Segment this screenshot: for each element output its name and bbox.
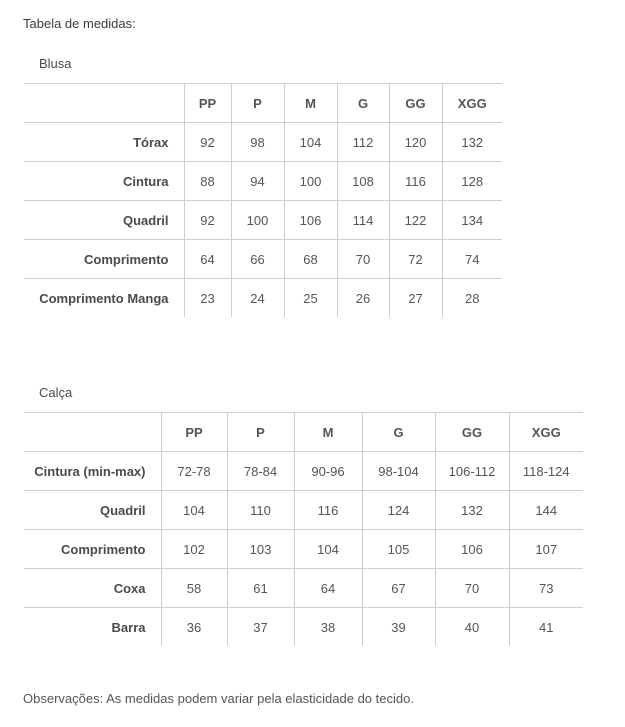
table-cell: 106-112 — [435, 452, 509, 491]
table-cell: 24 — [231, 279, 284, 318]
calca-size-table — [24, 412, 583, 646]
table-cell: 128 — [442, 162, 502, 201]
blusa-size-header: PP — [184, 84, 231, 123]
table-cell: 74 — [442, 240, 502, 279]
table-cell: 41 — [509, 608, 583, 647]
page-title: Tabela de medidas: — [23, 16, 136, 31]
table-cell: 120 — [389, 123, 442, 162]
table-cell: 68 — [284, 240, 337, 279]
table-cell: 100 — [231, 201, 284, 240]
table-cell: 103 — [227, 530, 294, 569]
table-cell: 124 — [362, 491, 435, 530]
table-row — [24, 240, 502, 279]
table-row — [24, 530, 583, 569]
blusa-size-header: XGG — [442, 84, 502, 123]
table-row — [24, 279, 502, 318]
table-cell: 116 — [389, 162, 442, 201]
table-cell: 37 — [227, 608, 294, 647]
blusa-size-header: GG — [389, 84, 442, 123]
table-cell: 104 — [284, 123, 337, 162]
calca-size-header: XGG — [509, 413, 583, 452]
row-label: Comprimento — [24, 240, 184, 279]
table-cell: 112 — [337, 123, 389, 162]
table-cell: 70 — [435, 569, 509, 608]
blusa-section-title: Blusa — [39, 56, 72, 71]
table-cell: 67 — [362, 569, 435, 608]
calca-size-header: G — [362, 413, 435, 452]
table-row — [24, 569, 583, 608]
table-cell: 36 — [161, 608, 227, 647]
calca-size-header: PP — [161, 413, 227, 452]
row-label: Quadril — [24, 201, 184, 240]
footnote: Observações: As medidas podem variar pela elasticidade do tecido. — [23, 691, 414, 706]
blusa-header-row — [24, 84, 502, 123]
table-cell: 118-124 — [509, 452, 583, 491]
blusa-size-header: P — [231, 84, 284, 123]
table-cell: 102 — [161, 530, 227, 569]
table-cell: 108 — [337, 162, 389, 201]
table-cell: 106 — [284, 201, 337, 240]
blusa-corner-cell — [24, 84, 184, 123]
table-cell: 110 — [227, 491, 294, 530]
table-cell: 104 — [161, 491, 227, 530]
table-cell: 25 — [284, 279, 337, 318]
table-cell: 39 — [362, 608, 435, 647]
table-cell: 23 — [184, 279, 231, 318]
table-cell: 73 — [509, 569, 583, 608]
table-row — [24, 162, 502, 201]
calca-section-title: Calça — [39, 385, 73, 400]
row-label: Comprimento — [24, 530, 161, 569]
row-label: Cintura — [24, 162, 184, 201]
table-cell: 114 — [337, 201, 389, 240]
table-cell: 28 — [442, 279, 502, 318]
calca-size-header: P — [227, 413, 294, 452]
table-cell: 98 — [231, 123, 284, 162]
table-cell: 66 — [231, 240, 284, 279]
table-cell: 70 — [337, 240, 389, 279]
table-cell: 92 — [184, 201, 231, 240]
table-cell: 105 — [362, 530, 435, 569]
table-cell: 72 — [389, 240, 442, 279]
table-cell: 100 — [284, 162, 337, 201]
table-cell: 107 — [509, 530, 583, 569]
table-cell: 116 — [294, 491, 362, 530]
calca-size-header: M — [294, 413, 362, 452]
table-cell: 92 — [184, 123, 231, 162]
table-row — [24, 123, 502, 162]
row-label: Barra — [24, 608, 161, 647]
table-cell: 132 — [435, 491, 509, 530]
table-row — [24, 491, 583, 530]
calca-corner-cell — [24, 413, 161, 452]
table-row — [24, 452, 583, 491]
table-cell: 94 — [231, 162, 284, 201]
row-label: Tórax — [24, 123, 184, 162]
table-cell: 40 — [435, 608, 509, 647]
calca-header-row — [24, 413, 583, 452]
table-cell: 88 — [184, 162, 231, 201]
table-cell: 27 — [389, 279, 442, 318]
row-label: Coxa — [24, 569, 161, 608]
table-cell: 106 — [435, 530, 509, 569]
table-cell: 98-104 — [362, 452, 435, 491]
table-cell: 78-84 — [227, 452, 294, 491]
table-cell: 72-78 — [161, 452, 227, 491]
row-label: Cintura (min-max) — [24, 452, 161, 491]
row-label: Quadril — [24, 491, 161, 530]
table-cell: 144 — [509, 491, 583, 530]
blusa-size-header: G — [337, 84, 389, 123]
table-cell: 132 — [442, 123, 502, 162]
table-cell: 64 — [294, 569, 362, 608]
calca-size-header: GG — [435, 413, 509, 452]
table-cell: 64 — [184, 240, 231, 279]
table-cell: 38 — [294, 608, 362, 647]
table-cell: 58 — [161, 569, 227, 608]
blusa-size-table — [24, 83, 502, 317]
table-cell: 61 — [227, 569, 294, 608]
table-cell: 134 — [442, 201, 502, 240]
table-cell: 90-96 — [294, 452, 362, 491]
row-label: Comprimento Manga — [24, 279, 184, 318]
table-cell: 122 — [389, 201, 442, 240]
table-row — [24, 201, 502, 240]
blusa-size-header: M — [284, 84, 337, 123]
table-cell: 104 — [294, 530, 362, 569]
table-cell: 26 — [337, 279, 389, 318]
table-row — [24, 608, 583, 647]
